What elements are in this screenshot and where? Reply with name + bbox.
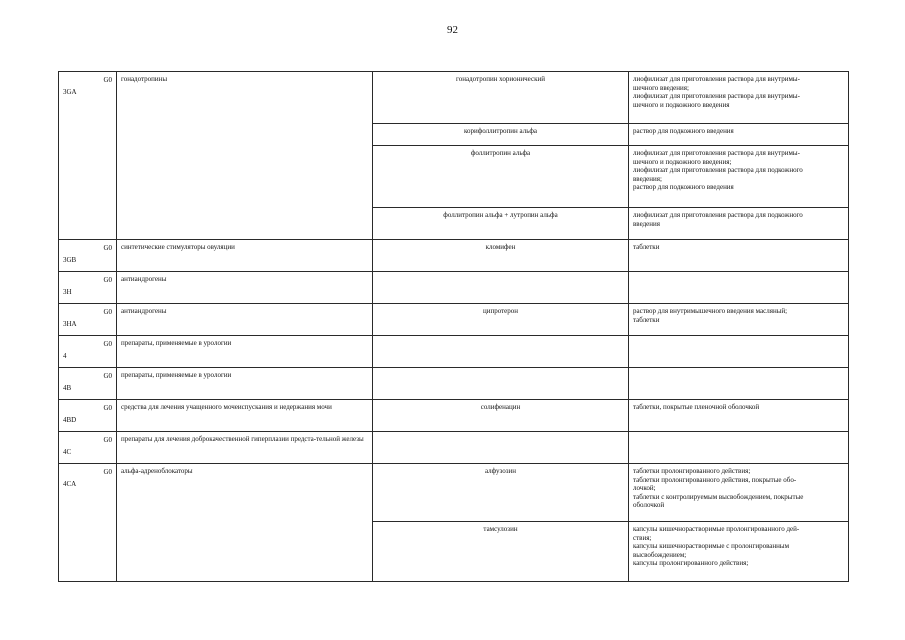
atc-code-cell [59, 72, 117, 240]
table-row [59, 272, 849, 304]
atc-code-prefix: G0 [103, 308, 112, 316]
drug-name-cell: гонадотропин хорионический [373, 72, 629, 124]
atc-code-suffix: 4B [63, 384, 72, 392]
atc-code-suffix: 3H [63, 288, 72, 296]
group-name-cell: гонадотропины [117, 72, 373, 240]
dosage-form-line: лиофилизат для приготовления раствора для внутримы- [633, 149, 800, 157]
group-name-cell: средства для лечения учащенного мочеиспускания и недержания мочи [117, 400, 373, 432]
dosage-form-line: ствия; [633, 533, 652, 542]
group-name-cell: препараты для лечения доброкачественной гиперплазии предста-тельной железы [117, 432, 373, 464]
atc-code-suffix: 4CA [63, 480, 77, 488]
group-name-cell: антиандрогены [117, 272, 373, 304]
table-row [59, 464, 849, 522]
dosage-form-line: оболочкой [633, 501, 665, 509]
dosage-forms-cell [629, 400, 849, 432]
table-row [59, 72, 849, 124]
group-name-cell: альфа-адреноблокаторы [117, 464, 373, 582]
atc-code-cell [59, 464, 117, 582]
dosage-form-line: раствор для внутримышечного введения масляный; [633, 307, 788, 315]
dosage-form-line: шечного введения; [633, 83, 689, 92]
table-row [59, 368, 849, 400]
atc-code-prefix: G0 [103, 340, 112, 348]
atc-code-prefix: G0 [103, 76, 112, 84]
dosage-form-line: лиофилизат для приготовления раствора для внутримы- [633, 92, 800, 100]
drug-name-cell: фоллитропин альфа [373, 146, 629, 208]
drug-name-cell: ципротерон [373, 304, 629, 336]
atc-code-prefix: G0 [103, 436, 112, 444]
atc-code-suffix: 3HA [63, 320, 77, 328]
atc-code-suffix: 3GA [63, 88, 77, 96]
atc-code-cell [59, 272, 117, 304]
atc-code-cell [59, 432, 117, 464]
dosage-form-line: высвобождением; [633, 550, 687, 559]
dosage-form-line: капсулы кишечнорастворимые пролонгированного дей- [633, 525, 800, 533]
dosage-forms-cell [629, 522, 849, 582]
drug-name-cell: алфузозин [373, 464, 629, 522]
dosage-form-line: таблетки [633, 243, 660, 251]
dosage-form-line: шечного и подкожного введения; [633, 157, 732, 166]
dosage-form-line: раствор для подкожного введения [633, 127, 734, 135]
dosage-forms-cell [629, 336, 849, 368]
table-row [59, 336, 849, 368]
drug-name-cell: корифоллитропин альфа [373, 124, 629, 146]
dosage-forms-cell [629, 146, 849, 208]
dosage-form-line: введения; [633, 174, 662, 183]
atc-code-cell [59, 400, 117, 432]
dosage-forms-cell [629, 124, 849, 146]
drug-name-cell [373, 432, 629, 464]
dosage-forms-cell [629, 304, 849, 336]
table-row [59, 240, 849, 272]
atc-code-cell [59, 304, 117, 336]
atc-code-prefix: G0 [103, 244, 112, 252]
atc-code-suffix: 4C [63, 448, 72, 456]
dosage-form-line: лиофилизат для приготовления раствора для внутримы- [633, 75, 800, 83]
dosage-form-line: таблетки, покрытые пленочной оболочкой [633, 403, 760, 411]
dosage-form-line: капсулы пролонгированного действия; [633, 559, 749, 567]
table-row [59, 432, 849, 464]
group-name-cell: препараты, применяемые в урологии [117, 336, 373, 368]
atc-code-suffix: 4 [63, 352, 67, 360]
dosage-form-line: лиофилизат для приготовления раствора для подкожного [633, 211, 803, 219]
atc-code-prefix: G0 [103, 276, 112, 284]
atc-code-suffix: 4BD [63, 416, 77, 424]
dosage-form-line: таблетки с контролируемым высвобождением, покрытые [633, 492, 804, 501]
atc-code-prefix: G0 [103, 404, 112, 412]
atc-code-cell [59, 240, 117, 272]
drug-name-cell: фоллитропин альфа + лутропин альфа [373, 208, 629, 240]
drug-name-cell [373, 368, 629, 400]
dosage-forms-cell [629, 432, 849, 464]
drug-name-cell: кломифен [373, 240, 629, 272]
atc-code-prefix: G0 [103, 468, 112, 476]
dosage-forms-cell [629, 208, 849, 240]
dosage-forms-cell [629, 464, 849, 522]
table-row [59, 400, 849, 432]
atc-code-cell [59, 336, 117, 368]
dosage-form-line: раствор для подкожного введения [633, 183, 734, 191]
dosage-forms-cell [629, 240, 849, 272]
dosage-form-line: лочкой; [633, 484, 656, 492]
dosage-form-line: лиофилизат для приготовления раствора для подкожного [633, 166, 803, 174]
group-name-cell: препараты, применяемые в урологии [117, 368, 373, 400]
table-row [59, 304, 849, 336]
dosage-forms-cell [629, 72, 849, 124]
dosage-form-line: капсулы кишечнорастворимые с пролонгированным [633, 542, 790, 550]
atc-code-prefix: G0 [103, 372, 112, 380]
dosage-form-line: введения [633, 219, 660, 228]
group-name-cell: синтетические стимуляторы овуляции [117, 240, 373, 272]
dosage-form-line: шечного и подкожного введения [633, 100, 730, 109]
page-number: 92 [447, 24, 458, 36]
dosage-form-line: таблетки [633, 315, 660, 324]
dosage-form-line: таблетки пролонгированного действия; [633, 467, 751, 475]
drug-classification-table [58, 71, 849, 582]
dosage-form-line: таблетки пролонгированного действия, покрытые обо- [633, 475, 797, 484]
drug-name-cell: тамсулозин [373, 522, 629, 582]
group-name-cell: антиандрогены [117, 304, 373, 336]
atc-code-cell [59, 368, 117, 400]
drug-name-cell: солифенацин [373, 400, 629, 432]
drug-name-cell [373, 336, 629, 368]
dosage-forms-cell [629, 368, 849, 400]
dosage-forms-cell [629, 272, 849, 304]
atc-code-suffix: 3GB [63, 256, 77, 264]
drug-name-cell [373, 272, 629, 304]
